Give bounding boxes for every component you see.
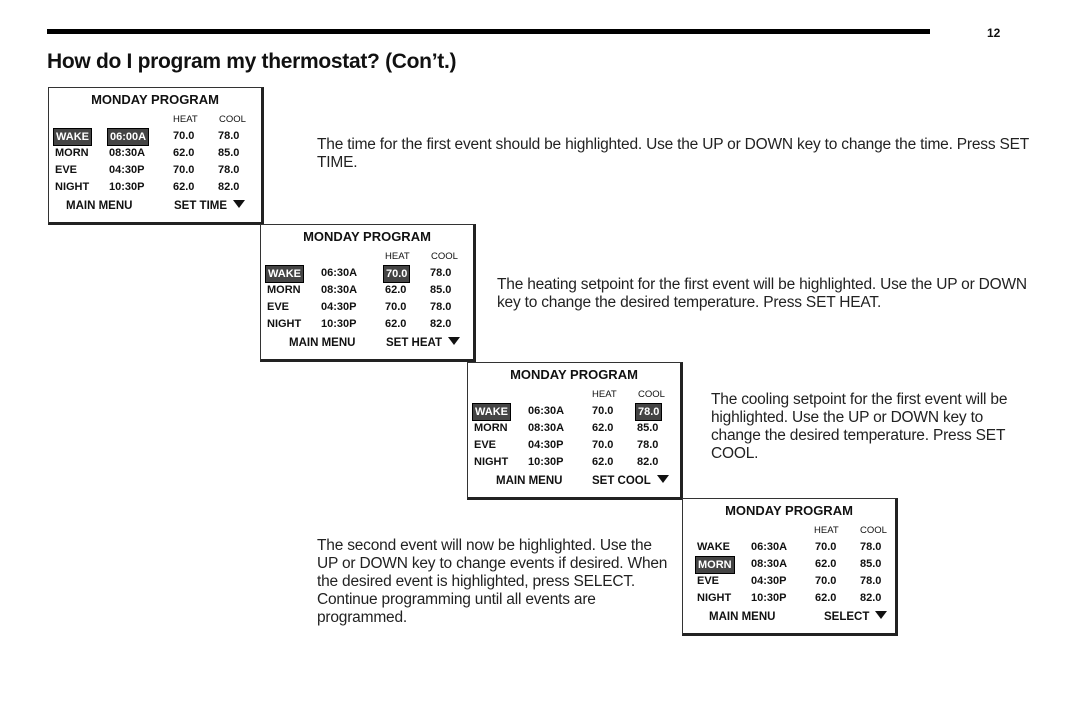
program-title: MONDAY PROGRAM	[303, 229, 431, 244]
softkey-label: SET COOL	[592, 475, 651, 487]
program-title: MONDAY PROGRAM	[510, 367, 638, 382]
event-time: 08:30A	[109, 147, 146, 159]
program-row-morn	[55, 145, 257, 161]
heat-setpoint: 70.0	[173, 164, 195, 176]
cool-setpoint: 85.0	[430, 284, 452, 296]
thermostat-display-set-cool	[467, 362, 683, 500]
cool-setpoint: 78.0	[430, 301, 452, 313]
heat-column-label: HEAT	[814, 525, 839, 536]
program-row-wake	[697, 539, 891, 555]
heat-setpoint: 70.0	[385, 301, 407, 313]
cool-column-label: COOL	[431, 251, 458, 262]
event-time: 10:30P	[109, 181, 145, 193]
cool-setpoint: 82.0	[637, 456, 659, 468]
event-time: 08:30A	[528, 422, 565, 434]
event-name: WAKE	[265, 265, 304, 283]
event-name: EVE	[267, 301, 290, 313]
event-time: 04:30P	[109, 164, 145, 176]
program-row-eve	[55, 162, 257, 178]
event-time: 06:30A	[751, 541, 788, 553]
program-row-wake	[474, 403, 676, 419]
header-rule	[47, 29, 930, 34]
heat-setpoint: 62.0	[592, 422, 614, 434]
cool-column-label: COOL	[219, 114, 246, 125]
program-row-night	[697, 590, 891, 606]
softkey-label: SET TIME	[174, 200, 228, 212]
program-row-eve	[267, 299, 469, 315]
event-time: 04:30P	[751, 575, 787, 587]
heat-setpoint: 70.0	[815, 575, 837, 587]
cool-setpoint: 85.0	[637, 422, 659, 434]
program-row-morn	[697, 556, 891, 572]
event-time: 08:30A	[321, 284, 358, 296]
step-4-description: The second event will now be highlighted. Use the UP or DOWN key to change events if desired. When the desired event is highlighted, press SELECT. Continue programming until all events are programmed.	[317, 537, 668, 626]
event-name: NIGHT	[474, 456, 509, 468]
step-1-description: The time for the first event should be highlighted. Use the UP or DOWN key to change the time. Press SET TIME.	[317, 136, 1029, 171]
select-softkey[interactable]	[824, 611, 887, 623]
heat-setpoint: 70.0	[815, 541, 837, 553]
down-arrow-icon	[448, 337, 460, 345]
cool-setpoint: 78.0	[860, 575, 882, 587]
heat-column-label: HEAT	[173, 114, 198, 125]
event-name: WAKE	[472, 403, 511, 421]
program-row-morn	[267, 282, 469, 298]
event-name: NIGHT	[697, 592, 732, 604]
event-time: 06:00A	[107, 128, 149, 146]
cool-setpoint: 82.0	[430, 318, 452, 330]
set-cool-softkey[interactable]	[592, 475, 669, 487]
event-time: 08:30A	[751, 558, 788, 570]
thermostat-display-set-heat	[260, 224, 476, 362]
main-menu-softkey[interactable]: MAIN MENU	[709, 611, 776, 623]
main-menu-softkey[interactable]: MAIN MENU	[289, 337, 356, 349]
heat-setpoint: 62.0	[385, 284, 407, 296]
down-arrow-icon	[875, 611, 887, 619]
heat-column-label: HEAT	[385, 251, 410, 262]
program-title: MONDAY PROGRAM	[725, 503, 853, 518]
event-name: NIGHT	[55, 181, 90, 193]
page-number: 12	[987, 26, 1001, 40]
cool-column-label: COOL	[638, 389, 665, 400]
program-title: MONDAY PROGRAM	[91, 92, 219, 107]
heat-column-label: HEAT	[592, 389, 617, 400]
event-name: MORN	[695, 556, 735, 574]
heat-setpoint: 62.0	[815, 558, 837, 570]
heat-setpoint: 62.0	[173, 147, 195, 159]
cool-setpoint: 78.0	[635, 403, 662, 421]
event-time: 10:30P	[321, 318, 357, 330]
set-time-softkey[interactable]	[174, 200, 245, 212]
cool-setpoint: 82.0	[218, 181, 240, 193]
program-row-morn	[474, 420, 676, 436]
cool-setpoint: 78.0	[637, 439, 659, 451]
cool-setpoint: 78.0	[218, 130, 240, 142]
heat-setpoint: 62.0	[815, 592, 837, 604]
thermostat-display-set-time	[48, 87, 264, 225]
event-time: 10:30P	[751, 592, 787, 604]
heat-setpoint: 70.0	[173, 130, 195, 142]
down-arrow-icon	[233, 200, 245, 208]
step-3-description: The cooling setpoint for the first event will be highlighted. Use the UP or DOWN key to change the desired temperature. Press SET COOL.	[711, 391, 1008, 462]
event-time: 06:30A	[321, 267, 358, 279]
event-name: NIGHT	[267, 318, 302, 330]
cool-setpoint: 82.0	[860, 592, 882, 604]
event-time: 10:30P	[528, 456, 564, 468]
cool-setpoint: 85.0	[218, 147, 240, 159]
thermostat-display-select	[682, 498, 898, 636]
program-row-wake	[55, 128, 257, 144]
event-name: EVE	[474, 439, 497, 451]
main-menu-softkey[interactable]: MAIN MENU	[496, 475, 563, 487]
program-row-wake	[267, 265, 469, 281]
program-row-eve	[697, 573, 891, 589]
down-arrow-icon	[657, 475, 669, 483]
event-name: MORN	[267, 284, 301, 296]
heat-setpoint: 70.0	[383, 265, 410, 283]
program-row-night	[474, 454, 676, 470]
cool-setpoint: 78.0	[430, 267, 452, 279]
heat-setpoint: 62.0	[592, 456, 614, 468]
program-row-night	[267, 316, 469, 332]
heat-setpoint: 70.0	[592, 439, 614, 451]
heat-setpoint: 70.0	[592, 405, 614, 417]
event-name: WAKE	[53, 128, 92, 146]
program-row-night	[55, 179, 257, 195]
event-name: EVE	[55, 164, 78, 176]
heat-setpoint: 62.0	[385, 318, 407, 330]
program-row-eve	[474, 437, 676, 453]
event-name: MORN	[55, 147, 89, 159]
set-heat-softkey[interactable]	[386, 337, 460, 349]
event-name: EVE	[697, 575, 720, 587]
softkey-label: SET HEAT	[386, 337, 443, 349]
event-time: 04:30P	[321, 301, 357, 313]
event-name: WAKE	[697, 541, 730, 553]
cool-setpoint: 78.0	[860, 541, 882, 553]
cool-setpoint: 78.0	[218, 164, 240, 176]
step-2-description: The heating setpoint for the first event will be highlighted. Use the UP or DOWN key to change the desired temperature. Press SET HEAT.	[497, 276, 1027, 311]
heat-setpoint: 62.0	[173, 181, 195, 193]
page-title: How do I program my thermostat? (Con’t.)	[47, 50, 457, 73]
cool-setpoint: 85.0	[860, 558, 882, 570]
event-time: 04:30P	[528, 439, 564, 451]
event-time: 06:30A	[528, 405, 565, 417]
event-name: MORN	[474, 422, 508, 434]
main-menu-softkey[interactable]: MAIN MENU	[66, 200, 133, 212]
softkey-label: SELECT	[824, 611, 870, 623]
cool-column-label: COOL	[860, 525, 887, 536]
